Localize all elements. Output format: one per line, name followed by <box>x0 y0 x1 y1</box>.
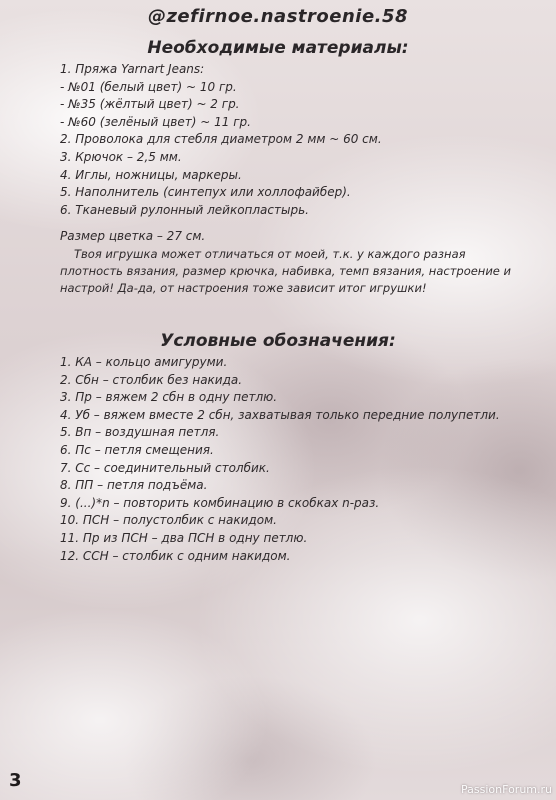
legend-heading: Условные обозначения: <box>160 331 396 351</box>
page-number: 3 <box>9 770 22 791</box>
materials-heading: Необходимые материалы: <box>147 38 409 58</box>
note-paragraph: Твоя игрушка может отличаться от моей, т.к. у каждого разная плотность вязания, размер крючка, набивка, темп вязания, настроение и настрой! Да-да, от настроения тоже зависит итог игрушки! <box>60 247 511 295</box>
list-item: 6. Тканевый рулонный лейкопластырь. <box>60 202 309 217</box>
list-item: 2. Сбн – столбик без накида. <box>60 372 243 387</box>
author-handle: @zefirnoe.nastroenie.58 <box>147 6 409 27</box>
list-item: - №35 (жёлтый цвет) ~ 2 гр. <box>60 97 240 112</box>
list-item: 9. (...)*n – повторить комбинацию в скобках n-раз. <box>60 495 380 510</box>
list-item: 2. Проволока для стебля диаметром 2 мм ~ 60 см. <box>60 132 382 147</box>
list-item: 4. Уб – вяжем вместе 2 сбн, захватывая только передние полупетли. <box>60 407 500 422</box>
list-item: 3. Пр – вяжем 2 сбн в одну петлю. <box>60 390 278 405</box>
list-item: - №01 (белый цвет) ~ 10 гр. <box>60 79 237 94</box>
list-item: 6. Пс – петля смещения. <box>60 442 214 457</box>
site-watermark: PassionForum.ru <box>461 783 552 796</box>
list-item: 11. Пр из ПСН – два ПСН в одну петлю. <box>60 530 308 545</box>
list-item: 7. Сс – соединительный столбик. <box>60 460 270 475</box>
list-item: 1. Пряжа Yarnart Jeans: <box>60 62 205 76</box>
list-item: 1. КА – кольцо амигуруми. <box>60 355 228 369</box>
list-item: - №60 (зелёный цвет) ~ 11 гр. <box>60 114 251 129</box>
list-item: 3. Крючок – 2,5 мм. <box>60 149 182 164</box>
list-item: 10. ПСН – полустолбик с накидом. <box>60 513 277 528</box>
materials-list <box>60 61 382 219</box>
legend-list <box>60 354 500 565</box>
list-item: 5. Наполнитель (синтепух или холлофайбер). <box>60 185 351 200</box>
list-item: 8. ПП – петля подъёма. <box>60 478 208 493</box>
list-item: 5. Вп – воздушная петля. <box>60 425 220 440</box>
list-item: 4. Иглы, ножницы, маркеры. <box>60 167 242 182</box>
flower-size-note: Размер цветка – 27 см. <box>60 229 206 243</box>
list-item: 12. ССН – столбик с одним накидом. <box>60 548 291 563</box>
